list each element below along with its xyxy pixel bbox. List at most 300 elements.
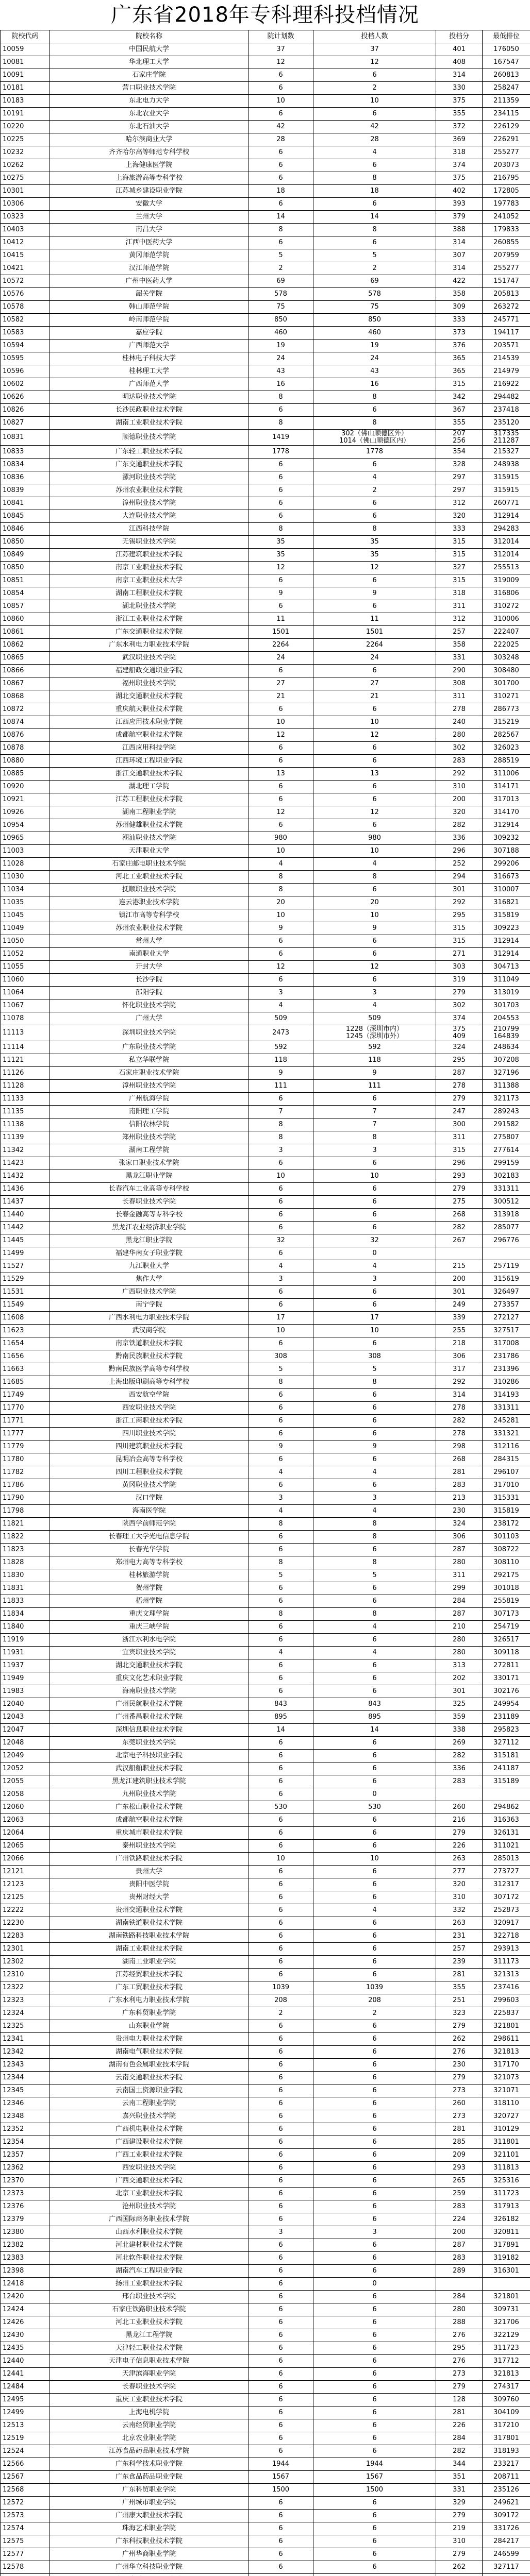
table-row <box>1 2510 530 2522</box>
table-row <box>1 974 530 987</box>
cell-min-rank: 331311 <box>483 1183 530 1196</box>
cell-score: 216 <box>436 1814 483 1827</box>
cell-score: 331 <box>436 652 483 665</box>
cell-score: 306 <box>436 1350 483 1363</box>
table-row <box>1 417 530 430</box>
cell-submitted-count: 6 <box>313 2110 436 2123</box>
table-row <box>1 1389 530 1402</box>
cell-school-code: 11133 <box>1 1093 50 1106</box>
cell-score: 265 <box>436 2175 483 2188</box>
cell-school-code: 11035 <box>1 896 50 909</box>
cell-score: 315 <box>436 1144 483 1157</box>
cell-score: 280 <box>436 729 483 742</box>
cell-min-rank: 301700 <box>483 677 530 690</box>
header-submitted-count: 投档人数 <box>313 30 436 43</box>
cell-school-code: 12572 <box>1 2497 50 2510</box>
table-row <box>1 1350 530 1363</box>
cell-min-rank: 237418 <box>483 404 530 417</box>
cell-score: 226 <box>436 2419 483 2432</box>
cell-school-name: 连云港职业技术学院 <box>50 896 249 909</box>
cell-school-code: 12325 <box>1 2020 50 2033</box>
table-row <box>1 288 530 301</box>
table-row <box>1 703 530 716</box>
cell-min-rank: 255277 <box>483 146 530 159</box>
cell-min-rank: 277614 <box>483 1144 530 1157</box>
cell-submitted-count: 6 <box>313 1672 436 1685</box>
cell-plan-count: 6 <box>249 2162 313 2175</box>
cell-school-code: 12063 <box>1 1814 50 1827</box>
cell-plan-count: 6 <box>249 1157 313 1170</box>
cell-min-rank: 294283 <box>483 523 530 536</box>
cell-school-name: 湖南工业职业技术学院 <box>50 417 249 430</box>
cell-score: 328 <box>436 459 483 471</box>
cell-school-code: 11135 <box>1 1106 50 1118</box>
cell-submitted-count: 6 <box>313 2162 436 2175</box>
cell-plan-count: 6 <box>249 1891 313 1904</box>
cell-school-code: 11126 <box>1 1067 50 1080</box>
table-row <box>1 1621 530 1634</box>
cell-min-rank: 315915 <box>483 484 530 497</box>
cell-score: 365 <box>436 365 483 378</box>
cell-min-rank: 241052 <box>483 211 530 224</box>
cell-school-code: 12357 <box>1 2149 50 2162</box>
cell-school-name: 广州铁路职业技术学院 <box>50 1853 249 1866</box>
cell-min-rank: 272127 <box>483 1312 530 1325</box>
table-row <box>1 1647 530 1659</box>
table-row <box>1 562 530 574</box>
cell-min-rank: 226129 <box>483 121 530 133</box>
cell-plan-count: 4 <box>249 1260 313 1273</box>
cell-score: 276 <box>436 2329 483 2342</box>
cell-plan-count: 2 <box>249 262 313 275</box>
cell-min-rank: 326023 <box>483 742 530 755</box>
cell-score: 207 256 <box>436 430 483 446</box>
cell-school-code: 12354 <box>1 2136 50 2149</box>
cell-school-name: 黄冈职业技术学院 <box>50 1479 249 1492</box>
table-row <box>1 1595 530 1608</box>
cell-submitted-count: 6 <box>313 459 436 471</box>
cell-plan-count: 6 <box>249 2097 313 2110</box>
cell-min-rank: 321813 <box>483 2368 530 2381</box>
cell-min-rank: 263272 <box>483 301 530 314</box>
table-row <box>1 1025 530 1041</box>
cell-school-name: 扬州工业职业技术学院 <box>50 2278 249 2291</box>
cell-school-code: 10576 <box>1 288 50 301</box>
cell-school-name: 营口职业技术学院 <box>50 82 249 95</box>
cell-score: 311 <box>436 1131 483 1144</box>
cell-plan-count: 6 <box>249 1827 313 1840</box>
table-row <box>1 2072 530 2084</box>
cell-school-name: 南京工业职业技术大学 <box>50 574 249 587</box>
cell-min-rank: 302176 <box>483 1685 530 1698</box>
cell-school-name: 浙江工商职业技术学院 <box>50 1415 249 1428</box>
cell-submitted-count: 8 <box>313 391 436 404</box>
cell-score: 301 <box>436 884 483 896</box>
cell-min-rank: 317712 <box>483 2355 530 2368</box>
cell-school-name: 汉江师范学院 <box>50 262 249 275</box>
cell-submitted-count: 6 <box>313 1222 436 1234</box>
cell-school-code: 10232 <box>1 146 50 159</box>
table-row <box>1 2239 530 2252</box>
cell-score: 307 <box>436 249 483 262</box>
cell-submitted-count: 6 <box>313 69 436 82</box>
cell-score: 379 <box>436 211 483 224</box>
cell-school-code: 10920 <box>1 781 50 793</box>
cell-min-rank: 331321 <box>483 1428 530 1440</box>
table-row <box>1 1969 530 1981</box>
cell-submitted-count: 8 <box>313 1531 436 1544</box>
cell-score: 215 <box>436 1260 483 1273</box>
table-row <box>1 1737 530 1750</box>
cell-score: 317 <box>436 1363 483 1376</box>
cell-score: 273 <box>436 2110 483 2123</box>
cell-plan-count: 460 <box>249 327 313 340</box>
cell-submitted-count: 6 <box>313 1595 436 1608</box>
cell-school-code: 12380 <box>1 2226 50 2239</box>
cell-min-rank: 300512 <box>483 1196 530 1209</box>
cell-submitted-count: 6 <box>313 2097 436 2110</box>
cell-min-rank: 321706 <box>483 2316 530 2329</box>
cell-min-rank: 314171 <box>483 781 530 793</box>
cell-min-rank: 315619 <box>483 1273 530 1286</box>
cell-school-code: 10851 <box>1 574 50 587</box>
cell-min-rank: 311723 <box>483 2342 530 2355</box>
cell-submitted-count: 6 <box>313 2561 436 2574</box>
cell-school-name: 黔南民族医学高等专科学校 <box>50 1363 249 1376</box>
cell-plan-count: 6 <box>249 1286 313 1299</box>
cell-min-rank: 194117 <box>483 327 530 340</box>
cell-school-code: 11663 <box>1 1363 50 1376</box>
cell-min-rank: 316301 <box>483 2265 530 2278</box>
cell-school-name: 桂林理工大学 <box>50 365 249 378</box>
cell-score: 226 <box>436 1840 483 1853</box>
cell-submitted-count: 1501 <box>313 626 436 639</box>
header-school-code: 院校代码 <box>1 30 50 43</box>
cell-plan-count: 5 <box>249 1363 313 1376</box>
cell-score: 279 <box>436 1093 483 1106</box>
cell-school-name: 广西机电职业技术学院 <box>50 2123 249 2136</box>
cell-plan-count: 6 <box>249 2059 313 2072</box>
cell-plan-count: 6 <box>249 1943 313 1956</box>
cell-score: 263 <box>436 1917 483 1930</box>
cell-min-rank: 317913 <box>483 2200 530 2213</box>
table-row <box>1 2136 530 2149</box>
cell-school-code: 12379 <box>1 2213 50 2226</box>
cell-school-code: 10876 <box>1 729 50 742</box>
cell-submitted-count: 6 <box>313 665 436 677</box>
cell-score: 280 <box>436 1556 483 1569</box>
cell-plan-count: 6 <box>249 2445 313 2458</box>
cell-school-name: 武汉商学院 <box>50 1325 249 1337</box>
table-row <box>1 2303 530 2316</box>
cell-score: 422 <box>436 275 483 288</box>
cell-score: 320 <box>436 1878 483 1891</box>
table-row <box>1 378 530 391</box>
cell-score: 299 <box>436 1582 483 1595</box>
table-row <box>1 211 530 224</box>
cell-school-name: 顺德职业技术学院 <box>50 430 249 446</box>
cell-school-code: 10091 <box>1 69 50 82</box>
table-row <box>1 108 530 121</box>
cell-school-name: 石家庄邮电职业技术学院 <box>50 858 249 871</box>
cell-score: 284 <box>436 2291 483 2303</box>
cell-min-rank: 327117 <box>483 2561 530 2574</box>
cell-score: 355 <box>436 417 483 430</box>
cell-plan-count <box>249 2574 313 2576</box>
cell-score: 279 <box>436 2548 483 2561</box>
cell-min-rank: 273727 <box>483 1866 530 1878</box>
cell-plan-count: 6 <box>249 2510 313 2522</box>
cell-min-rank: 231396 <box>483 1363 530 1376</box>
table-row <box>1 1041 530 1054</box>
cell-plan-count: 6 <box>249 1415 313 1428</box>
cell-min-rank: 248634 <box>483 1041 530 1054</box>
cell-submitted-count: 3 <box>313 987 436 999</box>
cell-submitted-count: 12 <box>313 961 436 974</box>
cell-score: 257 <box>436 1943 483 1956</box>
cell-plan-count: 592 <box>249 1041 313 1054</box>
cell-school-name: 四川工程职业技术学院 <box>50 1466 249 1479</box>
cell-school-code: 10850 <box>1 536 50 549</box>
cell-submitted-count: 9 <box>313 587 436 600</box>
cell-submitted-count: 6 <box>313 1750 436 1762</box>
cell-score: 268 <box>436 1453 483 1466</box>
cell-school-name: 上海旅游高等专科学校 <box>50 172 249 185</box>
cell-school-name: 邵阳学院 <box>50 987 249 999</box>
cell-school-code: 12573 <box>1 2510 50 2522</box>
cell-submitted-count: 6 <box>313 935 436 948</box>
cell-submitted-count: 592 <box>313 1041 436 1054</box>
cell-plan-count: 509 <box>249 1012 313 1025</box>
table-row <box>1 1440 530 1453</box>
cell-min-rank: 326497 <box>483 1286 530 1299</box>
cell-min-rank: 254719 <box>483 1621 530 1634</box>
page-title: 广东省2018年专科理科投档情况 <box>0 0 530 30</box>
cell-plan-count: 12 <box>249 961 313 974</box>
cell-plan-count: 6 <box>249 1389 313 1402</box>
cell-school-name: 九江职业大学 <box>50 1260 249 1273</box>
cell-plan-count: 6 <box>249 1247 313 1260</box>
cell-min-rank: 315819 <box>483 909 530 922</box>
cell-plan-count: 1501 <box>249 626 313 639</box>
cell-min-rank: 233217 <box>483 2458 530 2471</box>
cell-submitted-count: 6 <box>313 1544 436 1556</box>
cell-school-name: 西安航空学院 <box>50 1389 249 1402</box>
cell-plan-count: 6 <box>249 2291 313 2303</box>
cell-plan-count: 6 <box>249 2342 313 2355</box>
cell-min-rank: 317013 <box>483 793 530 806</box>
cell-school-code: 12484 <box>1 2381 50 2394</box>
table-row <box>1 613 530 626</box>
table-row <box>1 2342 530 2355</box>
cell-submitted-count: 6 <box>313 2033 436 2046</box>
cell-submitted-count: 19 <box>313 340 436 352</box>
cell-school-name: 常州大学 <box>50 935 249 948</box>
cell-plan-count: 10 <box>249 909 313 922</box>
cell-score: 355 <box>436 1981 483 1994</box>
table-row <box>1 1518 530 1531</box>
cell-plan-count: 6 <box>249 935 313 948</box>
cell-school-name: 华北理工大学 <box>50 56 249 69</box>
cell-plan-count: 6 <box>249 1428 313 1440</box>
cell-min-rank: 321073 <box>483 2072 530 2084</box>
cell-school-name: 广西职业技术学院 <box>50 1286 249 1299</box>
cell-school-name: 福建华南女子职业学院 <box>50 1247 249 1260</box>
cell-score <box>436 1788 483 1801</box>
cell-score: 312 <box>436 613 483 626</box>
cell-school-name: 湖南工程职业学院 <box>50 806 249 819</box>
cell-plan-count: 6 <box>249 2368 313 2381</box>
cell-submitted-count: 6 <box>313 2149 436 2162</box>
cell-school-code: 12345 <box>1 2084 50 2097</box>
cell-submitted-count: 10 <box>313 845 436 858</box>
cell-plan-count: 6 <box>249 2497 313 2510</box>
cell-school-name: 怀化职业技术学院 <box>50 999 249 1012</box>
cell-school-code: 10275 <box>1 172 50 185</box>
cell-min-rank: 301703 <box>483 999 530 1012</box>
cell-submitted-count: 6 <box>313 974 436 987</box>
cell-school-code: 11834 <box>1 1608 50 1621</box>
cell-min-rank: 321071 <box>483 2084 530 2097</box>
cell-school-code: 11779 <box>1 1440 50 1453</box>
table-row <box>1 484 530 497</box>
cell-submitted-count: 6 <box>313 1183 436 1196</box>
cell-submitted-count: 302（佛山顺德区外） 1014（佛山顺德区内） <box>313 430 436 446</box>
cell-submitted-count: 0 <box>313 2278 436 2291</box>
cell-submitted-count: 42 <box>313 121 436 133</box>
cell-school-name: 广东食品药品职业学院 <box>50 2471 249 2484</box>
cell-score: 281 <box>436 1466 483 1479</box>
cell-school-name <box>50 2574 249 2576</box>
cell-submitted-count: 4 <box>313 1621 436 1634</box>
cell-min-rank: 308110 <box>483 1556 530 1569</box>
table-row <box>1 133 530 146</box>
cell-school-code: 12441 <box>1 2368 50 2381</box>
cell-plan-count: 4 <box>249 999 313 1012</box>
cell-score: 300 <box>436 1118 483 1131</box>
cell-school-name: 福建船政交通职业学院 <box>50 665 249 677</box>
table-row <box>1 1891 530 1904</box>
cell-plan-count: 3 <box>249 1273 313 1286</box>
cell-school-code: 10602 <box>1 378 50 391</box>
cell-score: 283 <box>436 2200 483 2213</box>
cell-score: 351 <box>436 2471 483 2484</box>
cell-score: 287 <box>436 1067 483 1080</box>
cell-school-code: 10860 <box>1 613 50 626</box>
cell-min-rank: 326131 <box>483 1827 530 1840</box>
cell-school-name: 湖南工业职业学院 <box>50 1956 249 1969</box>
cell-min-rank: 321173 <box>483 1093 530 1106</box>
cell-score: 282 <box>436 1222 483 1234</box>
cell-school-code: 12430 <box>1 2329 50 2342</box>
cell-score: 273 <box>436 2084 483 2097</box>
cell-submitted-count: 6 <box>313 819 436 832</box>
cell-school-name: 江苏建筑职业技术学院 <box>50 549 249 562</box>
cell-plan-count: 895 <box>249 1711 313 1724</box>
cell-min-rank: 304109 <box>483 2406 530 2419</box>
cell-min-rank: 321801 <box>483 2291 530 2303</box>
cell-school-code: 11949 <box>1 1672 50 1685</box>
cell-school-name: 陕西学前师范学院 <box>50 1518 249 1531</box>
table-row <box>1 1943 530 1956</box>
cell-school-code: 11654 <box>1 1337 50 1350</box>
cell-score: 213 <box>436 1492 483 1505</box>
cell-school-code: 12066 <box>1 1853 50 1866</box>
table-row <box>1 1930 530 1943</box>
cell-plan-count: 6 <box>249 1685 313 1698</box>
cell-submitted-count: 6 <box>313 236 436 249</box>
cell-school-code: 10596 <box>1 365 50 378</box>
header-score: 投档分 <box>436 30 483 43</box>
cell-school-code: 10595 <box>1 352 50 365</box>
cell-school-name: 哈尔滨商业大学 <box>50 133 249 146</box>
cell-score: 279 <box>436 2510 483 2522</box>
cell-school-code: 11798 <box>1 1505 50 1518</box>
cell-score: 374 <box>436 1012 483 1025</box>
cell-submitted-count: 843 <box>313 1698 436 1711</box>
cell-min-rank: 172805 <box>483 185 530 198</box>
cell-score: 280 <box>436 1634 483 1647</box>
cell-plan-count: 6 <box>249 2136 313 2149</box>
cell-plan-count: 14 <box>249 211 313 224</box>
table-row <box>1 314 530 327</box>
cell-school-name: 广东松山职业技术学院 <box>50 1801 249 1814</box>
cell-school-code: 11113 <box>1 1025 50 1041</box>
cell-school-name: 石家庄铁路职业技术学院 <box>50 2303 249 2316</box>
cell-min-rank: 325316 <box>483 2175 530 2188</box>
cell-school-name: 广州大学 <box>50 1012 249 1025</box>
cell-plan-count: 9 <box>249 587 313 600</box>
cell-plan-count: 10 <box>249 1853 313 1866</box>
cell-min-rank: 249621 <box>483 2497 530 2510</box>
cell-school-code: 11432 <box>1 1170 50 1183</box>
cell-min-rank: 307208 <box>483 1054 530 1067</box>
table-row <box>1 1428 530 1440</box>
cell-min-rank: 316806 <box>483 587 530 600</box>
cell-submitted-count: 6 <box>313 1428 436 1440</box>
cell-plan-count: 6 <box>249 1544 313 1556</box>
cell-school-code: 10880 <box>1 755 50 768</box>
cell-school-name: 安徽大学 <box>50 198 249 211</box>
table-row <box>1 2213 530 2226</box>
cell-score: 408 <box>436 56 483 69</box>
cell-submitted-count: 6 <box>313 1840 436 1853</box>
cell-submitted-count: 6 <box>313 2535 436 2548</box>
table-row <box>1 600 530 613</box>
cell-school-code: 10965 <box>1 832 50 845</box>
cell-submitted-count: 8 <box>313 1518 436 1531</box>
cell-min-rank: 208711 <box>483 2471 530 2484</box>
cell-min-rank: 330171 <box>483 1672 530 1685</box>
cell-school-code: 12043 <box>1 1711 50 1724</box>
cell-min-rank: 307172 <box>483 1891 530 1904</box>
cell-school-code: 11833 <box>1 1595 50 1608</box>
cell-school-name: 广州华立科技职业学院 <box>50 2561 249 2574</box>
cell-school-code: 10874 <box>1 716 50 729</box>
cell-min-rank: 214539 <box>483 352 530 365</box>
cell-plan-count: 43 <box>249 365 313 378</box>
cell-plan-count: 6 <box>249 742 313 755</box>
cell-school-code: 11440 <box>1 1209 50 1222</box>
cell-plan-count: 6 <box>249 974 313 987</box>
cell-submitted-count: 6 <box>313 1943 436 1956</box>
cell-score: 200 <box>436 1273 483 1286</box>
cell-school-code: 11782 <box>1 1466 50 1479</box>
cell-min-rank: 299159 <box>483 1157 530 1170</box>
cell-submitted-count: 10 <box>313 95 436 108</box>
cell-school-code: 10626 <box>1 391 50 404</box>
cell-school-code: 10846 <box>1 523 50 536</box>
